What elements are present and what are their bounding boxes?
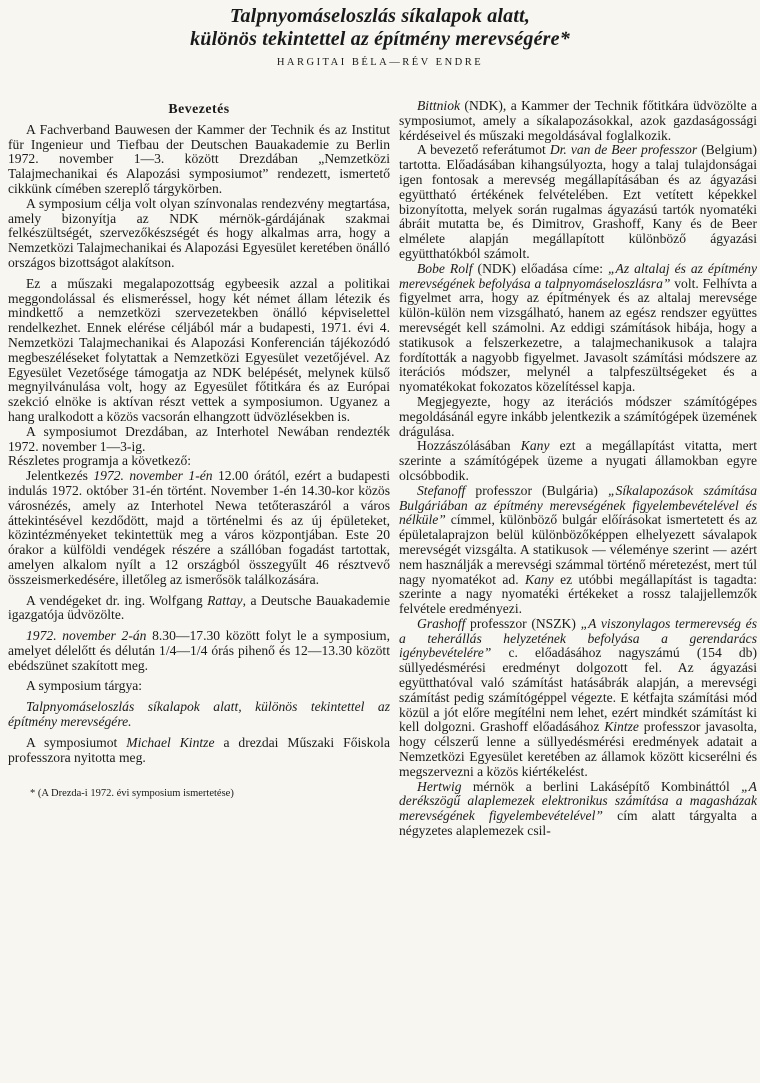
text-run: A vendégeket dr. ing. Wolfgang bbox=[26, 592, 208, 608]
italic-text: Kany bbox=[525, 571, 554, 587]
left-column bbox=[8, 96, 390, 1083]
italic-text: Stefanoff bbox=[417, 482, 466, 498]
paragraph: Részletes programja a következő: bbox=[8, 453, 192, 469]
italic-text: 1972. november 2-án bbox=[26, 628, 147, 644]
paragraph bbox=[399, 484, 757, 617]
paragraph: A symposium tárgya: bbox=[26, 678, 143, 694]
paragraph bbox=[399, 143, 757, 261]
article-title-line-2: különös tekintettel az építmény merevségére* bbox=[190, 28, 570, 50]
paragraph bbox=[8, 700, 390, 730]
text-run: a drezdai Műszaki Főiskola professzora nyitotta meg. bbox=[8, 734, 390, 765]
text-run: A bevezető referátumot bbox=[417, 142, 550, 158]
italic-text: Rattay bbox=[207, 592, 243, 608]
text-run: , a Deutsche Bauakademie igazgatója üdvözölte. bbox=[8, 592, 390, 623]
text-run: c. előadásához nagyszámú (154 db) süllyedésmérési eredményt dolgozott fel. Az ágyazási együtthatóval való számítást hatásábrák alapján, a merevségi számítást pedig számítógéppel végezte. E kétfajta számítási mód közül a jót előre megítélni nem lehet, ezért mindkét számítást ki kell dolgozni. Grashoff előadásához bbox=[399, 645, 757, 735]
paragraph bbox=[8, 736, 390, 766]
paragraph bbox=[399, 780, 757, 839]
text-run: ezt a megállapítást vitatta, mert szerinte a számítógépek üzeme a nyugati államokban egyre olcsóbbodik. bbox=[399, 438, 757, 483]
italic-text: „A derékszögű alaplemezek elektronikus számítása a magasházak merevségének figyelembevételével” bbox=[399, 778, 757, 824]
paragraph bbox=[399, 99, 757, 143]
article-authors: HARGITAI BÉLA—RÉV ENDRE bbox=[276, 57, 484, 68]
footnote: * (A Drezda-i 1972. évi symposium ismertetése) bbox=[30, 788, 234, 800]
text-run: professzor (Bulgária) bbox=[465, 482, 608, 498]
right-column bbox=[399, 99, 757, 1083]
italic-text: Kany bbox=[520, 438, 550, 454]
paragraph bbox=[399, 439, 757, 483]
section-heading: Bevezetés bbox=[168, 101, 230, 116]
paragraph bbox=[8, 629, 390, 673]
text-run: Hozzászólásában bbox=[417, 438, 521, 454]
paragraph: Ez a műszaki megalapozottság egybeesik azzal a politikai meggondolással és elismeréssel, hogy két német állam létezik és mindkettő a nemzetközi szervezetekben önálló képviselettel rendelkezhet. Ennek elérése céljából már a budapesti, 1971. évi 4. Nemzetközi Talajmechanikai és Alapozási Konferencián tájékozódó megbeszéléseket folytattak a Nemzetközi Egyesület vezetőjével. Az Egyesület Vezetősége támogatja az NDK belépését, melynek külső megnyilvánulása volt, hogy az Egyesület főtitkára és az Európai szekció elnöke is aktívan részt vettek a symposiumon. Ugyanez a hang uralkodott a közös vacsorán elhangzott üdvözlésekben is. bbox=[8, 275, 390, 424]
article-title-line-1: Talpnyomáseloszlás síkalapok alatt, bbox=[229, 5, 531, 27]
italic-text: Michael Kintze bbox=[126, 734, 215, 750]
text-run: (Belgium) tartotta. Előadásában kihangsúlyozta, hogy a talaj tulajdonságai igen fontosak a merevség megállapításában és az ágyazási együttható értékének felvételében. Ezt vetített képekkel bizonyította, melyek során rugalmas ágyazású tartók nyomatéki ábráit mutatta be, és Dimitrov, Grashoff, Kany és de Beer elmélete alapján megállapított különböző ágyazási együtthatókból számolt. bbox=[399, 142, 757, 261]
italic-text: Kintze bbox=[604, 719, 639, 735]
italic-text: Bittniok bbox=[417, 99, 461, 113]
italic-text: 1972. november 1-én bbox=[93, 468, 213, 484]
text-run: professzor javasolta, hogy célszerű lenne a süllyedésmérési eredmények adatait a Nemzetközi Egyesület keretében az államok között kicserélni és megszervezni a közös kiértékelést. bbox=[399, 719, 757, 779]
italic-text: „A viszonylagos termerevség és a teherállás helyzetének befolyása a gerendarács igénybevételére” bbox=[399, 615, 757, 661]
paragraph: A symposiumot Drezdában, az Interhotel Newában rendezték 1972. november 1—3-ig. bbox=[8, 423, 390, 454]
italic-text: „Az altalaj és az építmény merevségének befolyása a talpnyomáseloszlásra” bbox=[399, 260, 757, 291]
paragraph: A Fachverband Bauwesen der Kammer der Technik és az Institut für Ingenieur und Tiefbau der Deutschen Bauakademie zu Berlin 1972. november 1—3. között Drezdában „Nemzetközi Talajmechanikai és Alapozási symposiumot” rendezett, ismertető cikkünk címében szereplő tárgykörben. bbox=[8, 121, 390, 196]
italic-text: Hertwig bbox=[417, 778, 462, 794]
text-run: volt. Felhívta a figyelmet arra, hogy az építmények és az altalaj merevsége külön-külön nem vizsgálható, hanem az egész rendszer együttes merevségét kell számolni. Az eddigi számítások hibája, hogy a statikusok a felszerkezetre, a talajmechanikusok a talajra fordították a nagyobb figyelmet. Javasolt számítási módszere az iterációs módszer, melynél a talpfeszültségeket és a nyomatékokat fokozatos közelítéssel kapja. bbox=[399, 275, 757, 395]
paragraph bbox=[8, 594, 390, 624]
text-run: ez utóbbi megállapítást is tagadta: szerinte a nagy nyomatéki értékeket a rossz talajjellemzők felvétele eredményezi. bbox=[399, 571, 757, 617]
text-run: Jelentkezés bbox=[26, 468, 94, 484]
italic-text: Dr. van de Beer professzor bbox=[549, 142, 698, 158]
italic-text: Talpnyomáseloszlás síkalapok alatt, különös tekintettel az építmény merevségére. bbox=[8, 699, 390, 730]
italic-text: Grashoff bbox=[417, 615, 466, 631]
text-run: címmel, különböző bulgár előírásokat ismertetett és az épületalaprajzon belül különbözőképpen elhelyezett sávalapok merevségét vizsgálta. A statikusok — véleménye szerint — azért nem használják a merevségi számmal történő méretezést, mert túl nagy nyomatékot ad. bbox=[399, 512, 757, 587]
italic-text: Bobe Rolf bbox=[417, 260, 473, 276]
text-run: professzor (NSZK) bbox=[465, 615, 581, 631]
paragraph: Megjegyezte, hogy az iterációs módszer számítógépes megoldásánál egyre inkább jelentkezik a számítógépek üzemének drágulása. bbox=[399, 393, 757, 439]
text-run: cím alatt tárgyalta a négyzetes alaplemezek csil- bbox=[399, 808, 757, 839]
paragraph: A symposium célja volt olyan színvonalas rendezvény megtartása, amely bizonyítja az NDK mérnök-gárdájának szakmai felkészültségét, szervezőkészségét és hogy alkalmas arra, hogy a Nemzetközi Talajmechanikai és Alapozási Egyesület keretében önálló országos bizottságot alakítson. bbox=[8, 195, 390, 270]
text-run: (NDK), a Kammer der Technik főtitkára üdvözölte a symposiumot, amely a síkalapozásokkal, azok gazdaságossági kérdéseivel és műszaki megoldásával foglalkozik. bbox=[399, 99, 757, 143]
paragraph bbox=[8, 469, 390, 587]
italic-text: „Síkalapozások számítása Bulgáriában az építmény merevségének figyelembevételével és nélküle” bbox=[399, 482, 757, 528]
paragraph bbox=[399, 617, 757, 780]
paragraph bbox=[399, 262, 757, 395]
text-run: (NDK) előadása címe: bbox=[472, 260, 608, 276]
text-run: 12.00 órától, ezért a budapesti indulás 1972. október 31-én történt. November 1-én 14.30-kor közös városnézés, amely az Interhotel Newa tetőteraszáról a város áttekintésével kezdődött, majd a történelmi és az új épületeket, közintézményeket tekintettük meg a város központjában. Este 20 órakor a külföldi vendégek részére a szállóban fogadást tartottak, amelyen alkalom nyílt a 12 országból összegyűlt 46 résztvevő összeismerkedésére, illetőleg az ismerősök találkozására. bbox=[8, 468, 390, 587]
text-run: 8.30—17.30 között folyt le a symposium, amelyet délelőtt és délután 1/4—1/4 órás pihenő és 12—13.30 között ebédszünet szakított meg. bbox=[8, 628, 390, 673]
text-run: A symposiumot bbox=[26, 734, 127, 750]
text-run: mérnök a berlini Lakásépítő Kombináttól bbox=[461, 778, 742, 794]
